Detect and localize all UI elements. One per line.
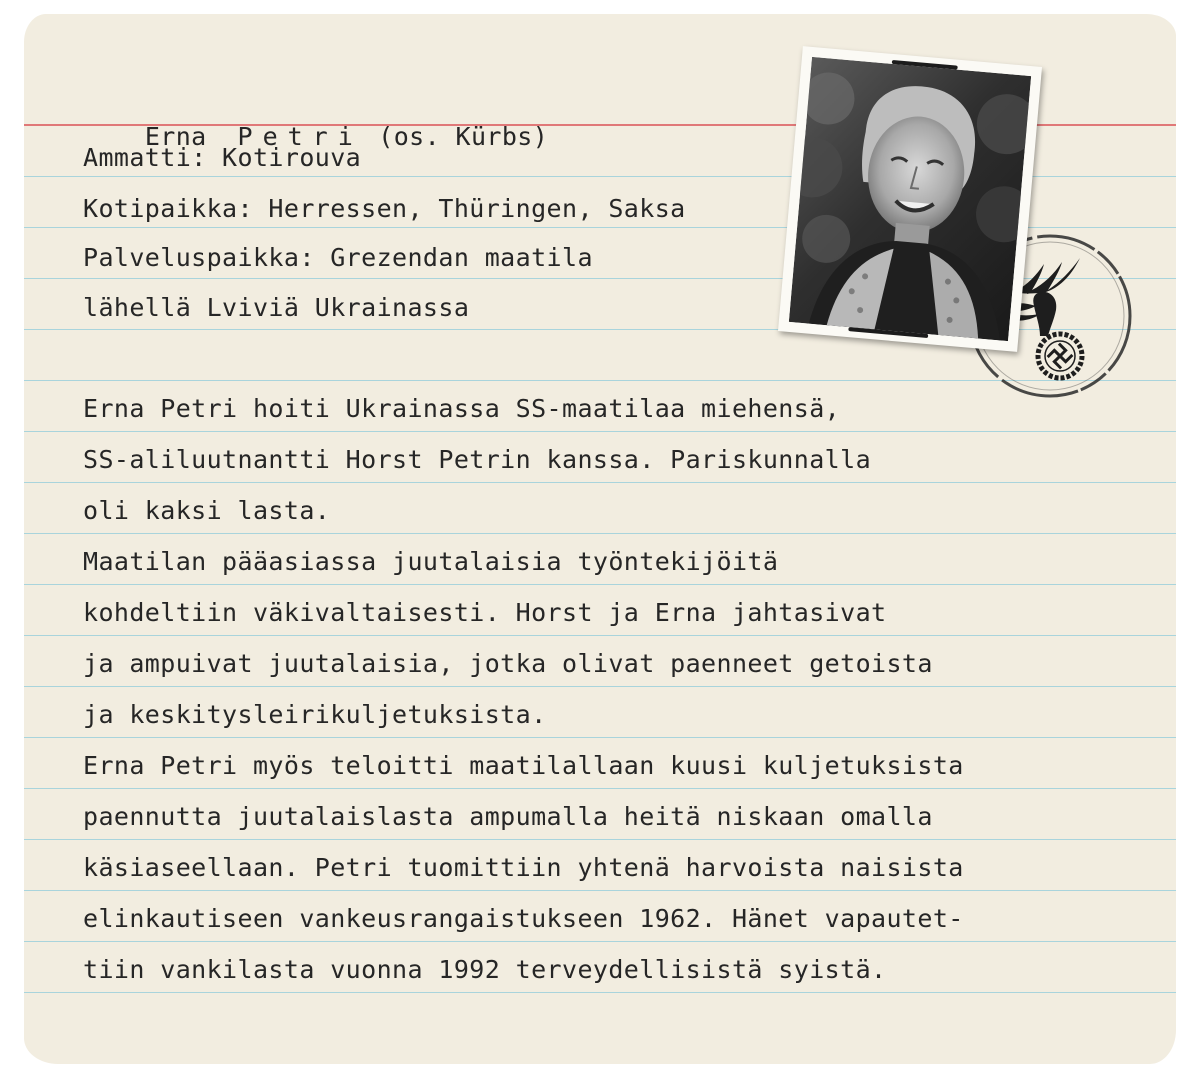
- body-line: ja keskitysleirikuljetuksista.: [83, 700, 547, 729]
- ruled-line: [24, 635, 1176, 636]
- body-line: käsiaseellaan. Petri tuomittiin yhtenä harvoista naisista: [83, 853, 964, 882]
- maiden-name: (os. Kürbs): [378, 122, 549, 151]
- ruled-line: [24, 482, 1176, 483]
- ruled-line: [24, 737, 1176, 738]
- body-line: SS-aliluutnantti Horst Petrin kanssa. Pariskunnalla: [83, 445, 872, 474]
- ruled-line: [24, 788, 1176, 789]
- ruled-line: [24, 584, 1176, 585]
- body-line: Erna Petri hoiti Ukrainassa SS-maatilaa miehensä,: [83, 394, 841, 423]
- ruled-line: [24, 890, 1176, 891]
- service-place-cont-line: lähellä Lviviä Ukrainassa: [83, 293, 470, 322]
- surname: Petri: [237, 122, 363, 151]
- body-line: tiin vankilasta vuonna 1992 terveydellisistä syistä.: [83, 955, 887, 984]
- body-line: oli kaksi lasta.: [83, 496, 331, 525]
- first-name: Erna: [144, 122, 207, 151]
- ruled-line: [24, 992, 1176, 993]
- hometown-line: Kotipaikka: Herressen, Thüringen, Saksa: [83, 194, 686, 223]
- body-line: Erna Petri myös teloitti maatilallaan kuusi kuljetuksista: [83, 751, 964, 780]
- portrait-image: [789, 57, 1031, 341]
- portrait-photo: [778, 46, 1042, 352]
- body-line: Maatilan pääasiassa juutalaisia työntekijöitä: [83, 547, 779, 576]
- ruled-line: [24, 533, 1176, 534]
- occupation-line: Ammatti: Kotirouva: [83, 143, 362, 172]
- body-line: ja ampuivat juutalaisia, jotka olivat paenneet getoista: [83, 649, 933, 678]
- ruled-line: [24, 839, 1176, 840]
- ruled-line: [24, 686, 1176, 687]
- ruled-line: [24, 431, 1176, 432]
- body-line: paennutta juutalaislasta ampumalla heitä niskaan omalla: [83, 802, 933, 831]
- ruled-line: [24, 941, 1176, 942]
- body-line: kohdeltiin väkivaltaisesti. Horst ja Erna jahtasivat: [83, 598, 887, 627]
- service-place-line: Palveluspaikka: Grezendan maatila: [83, 243, 593, 272]
- body-line: elinkautiseen vankeusrangaistukseen 1962. Hänet vapautet-: [83, 904, 964, 933]
